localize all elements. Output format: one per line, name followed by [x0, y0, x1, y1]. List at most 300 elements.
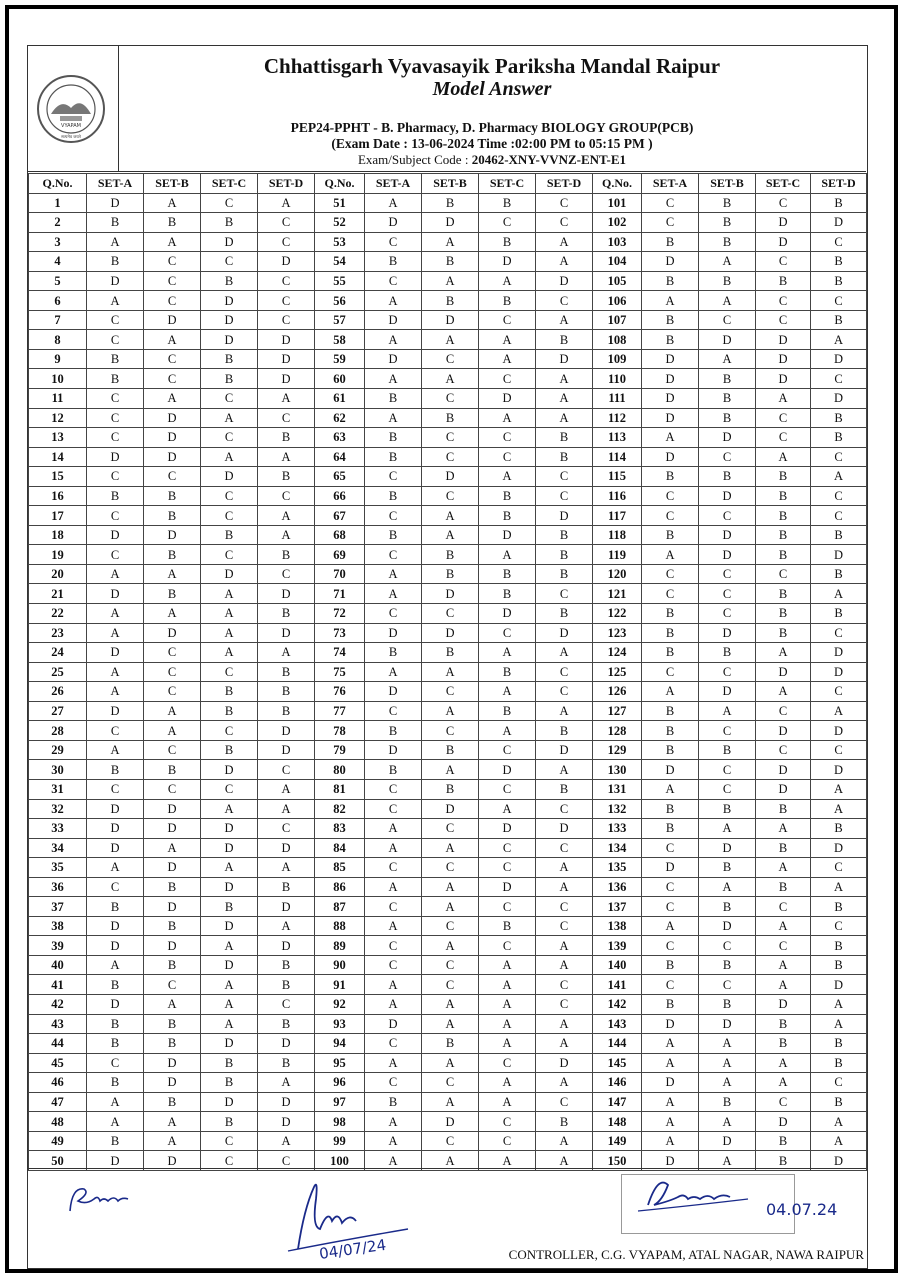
answer-cell: C	[258, 1151, 315, 1171]
answer-cell: C	[144, 682, 201, 702]
answer-cell: B	[479, 291, 536, 311]
answer-cell: C	[756, 310, 811, 330]
answer-cell: C	[365, 506, 422, 526]
answer-cell: A	[201, 584, 258, 604]
table-row	[29, 467, 867, 487]
answer-cell: D	[479, 877, 536, 897]
answer-cell: B	[201, 1073, 258, 1093]
question-number: 68	[315, 525, 365, 545]
question-number: 149	[593, 1131, 642, 1151]
answer-cell: A	[201, 643, 258, 663]
answer-cell: C	[699, 310, 756, 330]
question-number: 148	[593, 1112, 642, 1132]
answer-cell: D	[201, 838, 258, 858]
answer-cell: D	[144, 428, 201, 448]
answer-cell: C	[642, 506, 699, 526]
answer-cell: A	[811, 467, 867, 487]
answer-cell: C	[536, 467, 593, 487]
table-row	[29, 1053, 867, 1073]
answer-cell: B	[365, 252, 422, 272]
answer-cell: A	[144, 701, 201, 721]
answer-cell: C	[479, 858, 536, 878]
answer-cell: D	[642, 760, 699, 780]
answer-cell: C	[479, 213, 536, 233]
answer-cell: D	[756, 994, 811, 1014]
question-number: 74	[315, 643, 365, 663]
question-number: 131	[593, 779, 642, 799]
question-number: 59	[315, 349, 365, 369]
answer-cell: A	[479, 682, 536, 702]
answer-cell: B	[201, 349, 258, 369]
answer-cell: C	[144, 349, 201, 369]
answer-cell: D	[87, 799, 144, 819]
answer-cell: D	[536, 623, 593, 643]
table-row	[29, 1073, 867, 1093]
table-row	[29, 838, 867, 858]
answer-cell: B	[87, 1073, 144, 1093]
answer-cell: A	[811, 701, 867, 721]
answer-cell: C	[365, 799, 422, 819]
answer-cell: B	[642, 643, 699, 663]
answer-cell: A	[642, 916, 699, 936]
answer-cell: B	[536, 779, 593, 799]
answer-cell: B	[756, 506, 811, 526]
answer-cell: A	[756, 858, 811, 878]
answer-cell: C	[699, 760, 756, 780]
answer-cell: B	[699, 369, 756, 389]
answer-cell: A	[699, 1151, 756, 1171]
answer-cell: A	[811, 1131, 867, 1151]
question-number: 150	[593, 1151, 642, 1171]
answer-cell: A	[144, 564, 201, 584]
answer-cell: D	[87, 819, 144, 839]
table-row	[29, 291, 867, 311]
question-number: 21	[29, 584, 87, 604]
question-number: 63	[315, 428, 365, 448]
answer-cell: C	[699, 662, 756, 682]
question-number: 69	[315, 545, 365, 565]
answer-cell: D	[144, 1073, 201, 1093]
answer-cell: D	[811, 838, 867, 858]
answer-cell: C	[536, 662, 593, 682]
answer-cell: C	[642, 662, 699, 682]
answer-cell: B	[201, 897, 258, 917]
answer-cell: A	[479, 721, 536, 741]
answer-cell: A	[479, 1092, 536, 1112]
answer-cell: B	[811, 252, 867, 272]
question-number: 36	[29, 877, 87, 897]
answer-cell: A	[144, 193, 201, 213]
question-number: 11	[29, 389, 87, 409]
answer-cell: B	[258, 662, 315, 682]
answer-cell: B	[536, 447, 593, 467]
answer-cell: A	[479, 975, 536, 995]
answer-cell: A	[87, 623, 144, 643]
answer-cell: A	[479, 330, 536, 350]
column-header: SET-D	[536, 174, 593, 194]
answer-cell: C	[365, 858, 422, 878]
vyapam-seal-icon	[36, 74, 106, 144]
question-number: 134	[593, 838, 642, 858]
question-number: 119	[593, 545, 642, 565]
answer-cell: B	[699, 897, 756, 917]
answer-cell: A	[536, 310, 593, 330]
answer-cell: A	[87, 1112, 144, 1132]
answer-cell: B	[756, 584, 811, 604]
answer-cell: A	[699, 701, 756, 721]
table-row	[29, 799, 867, 819]
answer-cell: D	[365, 740, 422, 760]
answer-cell: D	[756, 369, 811, 389]
answer-cell: B	[201, 682, 258, 702]
answer-cell: D	[536, 1053, 593, 1073]
answer-cell: C	[699, 975, 756, 995]
question-number: 84	[315, 838, 365, 858]
answer-cell: B	[144, 486, 201, 506]
answer-cell: B	[699, 408, 756, 428]
answer-cell: B	[365, 389, 422, 409]
answer-cell: C	[811, 291, 867, 311]
answer-cell: D	[536, 740, 593, 760]
question-number: 17	[29, 506, 87, 526]
question-number: 35	[29, 858, 87, 878]
answer-cell: B	[258, 955, 315, 975]
answer-cell: C	[201, 252, 258, 272]
answer-cell: B	[479, 701, 536, 721]
answer-cell: D	[699, 545, 756, 565]
answer-cell: A	[201, 604, 258, 624]
answer-cell: B	[699, 193, 756, 213]
answer-cell: D	[365, 623, 422, 643]
question-number: 2	[29, 213, 87, 233]
table-row	[29, 1131, 867, 1151]
question-number: 41	[29, 975, 87, 995]
answer-cell: A	[87, 232, 144, 252]
answer-cell: A	[365, 584, 422, 604]
question-number: 133	[593, 819, 642, 839]
answer-cell: A	[699, 349, 756, 369]
answer-cell: C	[479, 428, 536, 448]
answer-cell: D	[811, 975, 867, 995]
question-number: 3	[29, 232, 87, 252]
answer-cell: C	[811, 506, 867, 526]
answer-cell: C	[144, 291, 201, 311]
answer-cell: B	[422, 779, 479, 799]
answer-cell: C	[258, 486, 315, 506]
answer-cell: A	[479, 1014, 536, 1034]
answer-cell: A	[422, 877, 479, 897]
answer-cell: D	[258, 936, 315, 956]
answer-cell: C	[756, 252, 811, 272]
answer-cell: C	[422, 1131, 479, 1151]
question-number: 25	[29, 662, 87, 682]
table-row	[29, 232, 867, 252]
answer-cell: D	[201, 819, 258, 839]
question-number: 144	[593, 1034, 642, 1054]
answer-cell: A	[144, 604, 201, 624]
answer-cell: B	[479, 564, 536, 584]
answer-cell: C	[144, 643, 201, 663]
question-number: 58	[315, 330, 365, 350]
answer-cell: B	[87, 1131, 144, 1151]
answer-cell: D	[479, 819, 536, 839]
answer-cell: A	[365, 838, 422, 858]
question-number: 82	[315, 799, 365, 819]
answer-cell: B	[811, 408, 867, 428]
question-number: 50	[29, 1151, 87, 1171]
answer-cell: B	[699, 955, 756, 975]
table-row	[29, 916, 867, 936]
question-number: 15	[29, 467, 87, 487]
answer-cell: D	[201, 1034, 258, 1054]
answer-cell: C	[144, 662, 201, 682]
question-number: 76	[315, 682, 365, 702]
answer-cell: A	[365, 1131, 422, 1151]
answer-cell: A	[699, 291, 756, 311]
answer-cell: C	[201, 389, 258, 409]
question-number: 43	[29, 1014, 87, 1034]
answer-cell: B	[144, 213, 201, 233]
answer-cell: C	[201, 545, 258, 565]
answer-cell: C	[87, 545, 144, 565]
answer-cell: B	[811, 564, 867, 584]
answer-cell: D	[87, 584, 144, 604]
answer-cell: A	[258, 1073, 315, 1093]
table-row	[29, 408, 867, 428]
answer-cell: C	[201, 486, 258, 506]
answer-cell: B	[479, 486, 536, 506]
answer-cell: B	[642, 623, 699, 643]
answer-cell: D	[258, 838, 315, 858]
answer-cell: B	[87, 349, 144, 369]
answer-cell: C	[258, 819, 315, 839]
answer-cell: C	[422, 447, 479, 467]
answer-cell: B	[756, 604, 811, 624]
question-number: 5	[29, 271, 87, 291]
question-number: 83	[315, 819, 365, 839]
question-number: 128	[593, 721, 642, 741]
answer-cell: C	[536, 897, 593, 917]
answer-cell: A	[536, 1131, 593, 1151]
question-number: 49	[29, 1131, 87, 1151]
answer-cell: C	[365, 1073, 422, 1093]
answer-cell: C	[201, 1151, 258, 1171]
answer-cell: B	[642, 994, 699, 1014]
answer-cell: A	[479, 545, 536, 565]
answer-cell: A	[642, 428, 699, 448]
column-header: SET-C	[479, 174, 536, 194]
answer-cell: A	[642, 291, 699, 311]
answer-cell: B	[479, 506, 536, 526]
question-number: 108	[593, 330, 642, 350]
answer-cell: C	[699, 447, 756, 467]
question-number: 26	[29, 682, 87, 702]
answer-cell: B	[642, 955, 699, 975]
table-row	[29, 623, 867, 643]
question-number: 81	[315, 779, 365, 799]
table-row	[29, 955, 867, 975]
answer-cell: D	[642, 252, 699, 272]
answer-cell: B	[144, 916, 201, 936]
answer-cell: A	[201, 936, 258, 956]
answer-cell: A	[811, 877, 867, 897]
table-row	[29, 994, 867, 1014]
answer-cell: A	[536, 1034, 593, 1054]
answer-cell: D	[699, 428, 756, 448]
answer-cell: B	[422, 252, 479, 272]
answer-cell: B	[756, 525, 811, 545]
table-row	[29, 545, 867, 565]
question-number: 109	[593, 349, 642, 369]
answer-cell: B	[811, 310, 867, 330]
question-number: 62	[315, 408, 365, 428]
question-number: 29	[29, 740, 87, 760]
question-number: 90	[315, 955, 365, 975]
answer-cell: C	[479, 897, 536, 917]
answer-cell: A	[479, 643, 536, 663]
answer-cell: B	[422, 408, 479, 428]
answer-cell: D	[536, 506, 593, 526]
answer-cell: B	[642, 740, 699, 760]
answer-cell: A	[365, 369, 422, 389]
question-number: 126	[593, 682, 642, 702]
answer-cell: B	[479, 662, 536, 682]
answer-cell: A	[422, 994, 479, 1014]
answer-cell: C	[756, 897, 811, 917]
answer-cell: C	[201, 721, 258, 741]
answer-cell: A	[536, 369, 593, 389]
answer-cell: A	[365, 877, 422, 897]
answer-cell: D	[144, 1053, 201, 1073]
answer-cell: C	[258, 564, 315, 584]
answer-cell: D	[699, 486, 756, 506]
answer-cell: D	[811, 1151, 867, 1171]
answer-cell: C	[479, 623, 536, 643]
answer-cell: C	[201, 1131, 258, 1151]
question-number: 104	[593, 252, 642, 272]
answer-cell: B	[144, 955, 201, 975]
answer-cell: D	[258, 721, 315, 741]
answer-cell: B	[144, 1092, 201, 1112]
answer-cell: A	[144, 232, 201, 252]
question-number: 8	[29, 330, 87, 350]
answer-cell: B	[422, 291, 479, 311]
answer-cell: D	[144, 1151, 201, 1171]
answer-cell: A	[201, 1014, 258, 1034]
answer-cell: A	[479, 799, 536, 819]
answer-cell: D	[422, 467, 479, 487]
answer-cell: A	[258, 1131, 315, 1151]
answer-cell: C	[365, 467, 422, 487]
answer-cell: D	[258, 349, 315, 369]
answer-cell: C	[87, 779, 144, 799]
answer-cell: C	[87, 877, 144, 897]
answer-cell: C	[479, 1053, 536, 1073]
question-number: 75	[315, 662, 365, 682]
answer-cell: A	[365, 1151, 422, 1171]
answer-cell: D	[144, 858, 201, 878]
question-number: 110	[593, 369, 642, 389]
answer-cell: C	[258, 994, 315, 1014]
answer-cell: A	[756, 643, 811, 663]
answer-cell: B	[87, 760, 144, 780]
answer-cell: D	[811, 213, 867, 233]
answer-cell: A	[422, 271, 479, 291]
question-number: 98	[315, 1112, 365, 1132]
answer-cell: A	[87, 662, 144, 682]
question-number: 20	[29, 564, 87, 584]
question-number: 73	[315, 623, 365, 643]
answer-cell: C	[87, 721, 144, 741]
answer-cell: B	[87, 1034, 144, 1054]
answer-cell: A	[756, 447, 811, 467]
answer-cell: A	[422, 662, 479, 682]
answer-cell: B	[258, 877, 315, 897]
answer-cell: C	[699, 584, 756, 604]
answer-cell: C	[699, 506, 756, 526]
answer-cell: D	[642, 408, 699, 428]
answer-cell: B	[642, 604, 699, 624]
answer-cell: A	[642, 1053, 699, 1073]
answer-cell: A	[144, 721, 201, 741]
answer-cell: C	[536, 682, 593, 702]
answer-cell: D	[258, 897, 315, 917]
table-row	[29, 389, 867, 409]
question-number: 65	[315, 467, 365, 487]
answer-cell: A	[536, 643, 593, 663]
answer-cell: D	[536, 819, 593, 839]
answer-cell: A	[811, 584, 867, 604]
answer-cell: B	[699, 467, 756, 487]
answer-cell: C	[642, 486, 699, 506]
answer-cell: C	[756, 740, 811, 760]
answer-cell: B	[811, 955, 867, 975]
answer-cell: D	[536, 349, 593, 369]
question-number: 60	[315, 369, 365, 389]
answer-cell: C	[258, 408, 315, 428]
question-number: 97	[315, 1092, 365, 1112]
answer-cell: B	[756, 838, 811, 858]
answer-cell: A	[201, 858, 258, 878]
answer-cell: C	[144, 252, 201, 272]
question-number: 147	[593, 1092, 642, 1112]
question-number: 132	[593, 799, 642, 819]
answer-cell: B	[201, 740, 258, 760]
answer-cell: A	[365, 819, 422, 839]
controller-label: CONTROLLER, C.G. VYAPAM, ATAL NAGAR, NAWA RAIPUR	[508, 1247, 864, 1262]
answer-cell: A	[479, 1073, 536, 1093]
answer-cell: B	[87, 1014, 144, 1034]
answer-cell: A	[756, 916, 811, 936]
answer-cell: B	[756, 545, 811, 565]
answer-cell: B	[422, 740, 479, 760]
answer-cell: C	[87, 330, 144, 350]
answer-cell: C	[642, 877, 699, 897]
answer-cell: B	[258, 701, 315, 721]
question-number: 125	[593, 662, 642, 682]
question-number: 113	[593, 428, 642, 448]
question-number: 99	[315, 1131, 365, 1151]
table-row	[29, 252, 867, 272]
question-number: 95	[315, 1053, 365, 1073]
answer-cell: B	[258, 428, 315, 448]
answer-cell: C	[422, 389, 479, 409]
table-row	[29, 564, 867, 584]
answer-cell: C	[811, 486, 867, 506]
question-number: 124	[593, 643, 642, 663]
answer-cell: D	[642, 858, 699, 878]
answer-cell: C	[422, 349, 479, 369]
